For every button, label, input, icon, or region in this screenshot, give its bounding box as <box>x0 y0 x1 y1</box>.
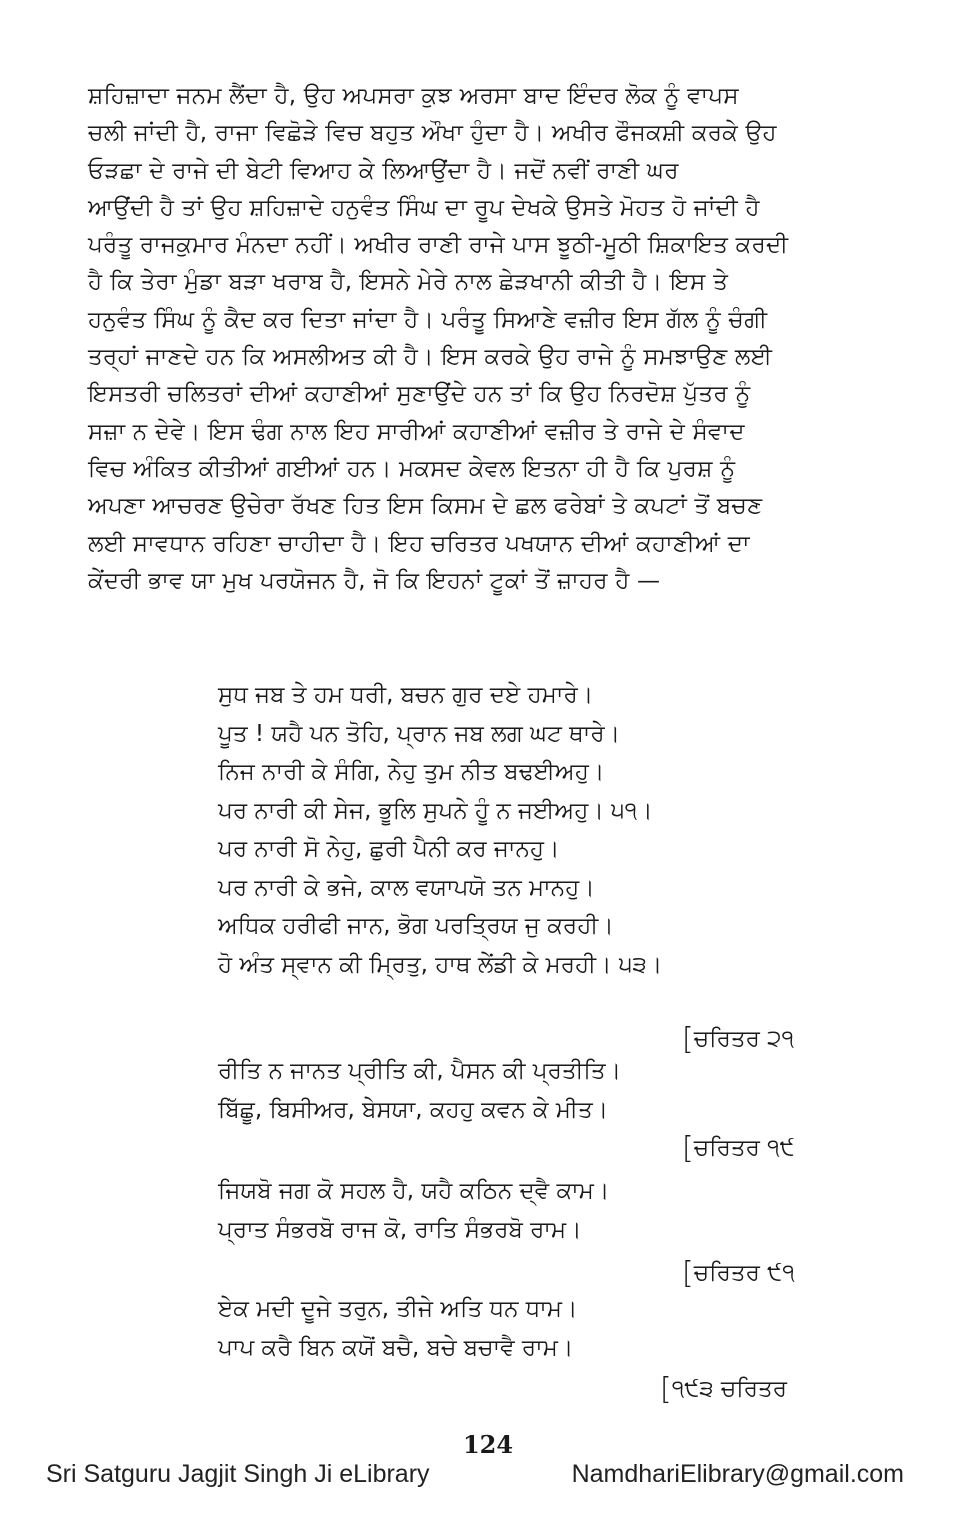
paragraph-line: ਸ਼ਹਿਜ਼ਾਦਾ ਜਨਮ ਲੈਂਦਾ ਹੈ, ਉਹ ਅਪਸਰਾ ਕੁਝ ਅਰਸਾ ਬਾਦ ਇੰਦਰ ਲੋਕ ਨੂੰ ਵਾਪਸ <box>88 83 739 109</box>
footer-email: NamdhariElibrary@gmail.com <box>571 1460 904 1488</box>
paragraph-line: ਇਸਤਰੀ ਚਲਿਤਰਾਂ ਦੀਆਂ ਕਹਾਣੀਆਂ ਸੁਣਾਉਂਦੇ ਹਨ ਤਾਂ ਕਿ ਉਹ ਨਿਰਦੋਸ਼ ਪੁੱਤਰ ਨੂੰ <box>88 381 751 408</box>
reference-charitar-21 <box>682 1024 794 1055</box>
verse-line: ਪਰ ਨਾਰੀ ਸੋ ਨੇਹੁ, ਛੁਰੀ ਪੈਨੀ ਕਰ ਜਾਨਹੁ। <box>218 836 560 862</box>
footer-library-name: Sri Satguru Jagjit Singh Ji eLibrary <box>46 1460 430 1488</box>
paragraph-line: ਓੜਛਾ ਦੇ ਰਾਜੇ ਦੀ ਬੇਟੀ ਵਿਆਹ ਕੇ ਲਿਆਉਂਦਾ ਹੈ। ਜਦੋਂ ਨਵੀਂ ਰਾਣੀ ਘਰ <box>88 157 679 184</box>
reference-charitar-19 <box>682 1133 795 1164</box>
paragraph-line: ਤਰ੍ਹਾਂ ਜਾਣਦੇ ਹਨ ਕਿ ਅਸਲੀਅਤ ਕੀ ਹੈ। ਇਸ ਕਰਕੇ ਉਹ ਰਾਜੇ ਨੂੰ ਸਮਝਾਉਣ ਲਈ <box>88 344 773 371</box>
bracket-glyph: [ <box>682 1022 694 1057</box>
paragraph-line: ਹਨੁਵੰਤ ਸਿੰਘ ਨੂੰ ਕੈਦ ਕਰ ਦਿਤਾ ਜਾਂਦਾ ਹੈ। ਪਰੰਤੂ ਸਿਆਣੇ ਵਜ਼ੀਰ ਇਸ ਗੱਲ ਨੂੰ ਚੰਗੀ <box>88 306 768 333</box>
paragraph-line: ਅਪਣਾ ਆਚਰਣ ਉਚੇਰਾ ਰੱਖਣ ਹਿਤ ਇਸ ਕਿਸਮ ਦੇ ਛਲ ਫਰੇਬਾਂ ਤੇ ਕਪਟਾਂ ਤੋਂ ਬਚਣ <box>88 493 763 520</box>
reference-charitar-193 <box>660 1374 787 1405</box>
intro-paragraph <box>88 78 918 600</box>
reference-label: ਚਰਿਤਰ ੯੧ <box>693 1260 795 1286</box>
paragraph-line: ਹੈ ਕਿ ਤੇਰਾ ਮੁੰਡਾ ਬੜਾ ਖਰਾਬ ਹੈ, ਇਸਨੇ ਮੇਰੇ ਨਾਲ ਛੇੜਖਾਨੀ ਕੀਤੀ ਹੈ। ਇਸ ਤੇ <box>88 269 728 296</box>
verse-block-charitar-19 <box>218 1052 818 1129</box>
verse-line: ਪ੍ਰਾਤ ਸੰਭਰਬੋ ਰਾਜ ਕੋ, ਰਾਤਿ ਸੰਭਰਬੋ ਰਾਮ। <box>218 1216 582 1243</box>
paragraph-line: ਚਲੀ ਜਾਂਦੀ ਹੈ, ਰਾਜਾ ਵਿਛੋੜੇ ਵਿਚ ਬਹੁਤ ਔਖਾ ਹੁੰਦਾ ਹੈ। ਅਖੀਰ ਫੌਜਕਸ਼ੀ ਕਰਕੇ ਉਹ <box>88 120 777 147</box>
verse-block-charitar-193 <box>218 1290 818 1367</box>
paragraph-line: ਵਿਚ ਅੰਕਿਤ ਕੀਤੀਆਂ ਗਈਆਂ ਹਨ। ਮਕਸਦ ਕੇਵਲ ਇਤਨਾ ਹੀ ਹੈ ਕਿ ਪੁਰਸ਼ ਨੂੰ <box>88 455 736 482</box>
verse-line: ਨਿਜ ਨਾਰੀ ਕੇ ਸੰਗਿ, ਨੇਹੁ ਤੁਮ ਨੀਤ ਬਢਈਅਹੁ। <box>218 759 605 785</box>
paragraph-line: ਆਉਂਦੀ ਹੈ ਤਾਂ ਉਹ ਸ਼ਹਿਜ਼ਾਦੇ ਹਨੁਵੰਤ ਸਿੰਘ ਦਾ ਰੂਪ ਦੇਖਕੇ ਉਸਤੇ ਮੋਹਤ ਹੋ ਜਾਂਦੀ ਹੈ <box>88 194 760 221</box>
bracket-glyph: [ <box>660 1372 672 1407</box>
verse-block-charitar-21 <box>218 676 818 984</box>
verse-line: ਅਧਿਕ ਹਰੀਫੀ ਜਾਨ, ਭੋਗ ਪਰਤ੍ਰਿਯ ਜੁ ਕਰਹੀ। <box>218 913 614 939</box>
verse-line: ਪਰ ਨਾਰੀ ਕੇ ਭਜੇ, ਕਾਲ ਵਯਾਪਯੋ ਤਨ ਮਾਨਹੁ। <box>218 874 595 901</box>
verse-line: ਪੂਤ ! ਯਹੈ ਪਨ ਤੋਹਿ, ਪ੍ਰਾਨ ਜਬ ਲਗ ਘਟ ਥਾਰੇ। <box>218 720 621 747</box>
reference-label: ਚਰਿਤਰ ੨੧ <box>693 1026 794 1052</box>
verse-line: ਬਿੱਛੂ, ਬਿਸੀਅਰ, ਬੇਸਯਾ, ਕਹਹੁ ਕਵਨ ਕੇ ਮੀਤ। <box>218 1096 609 1123</box>
reference-label: ੧੯੩ ਚਰਿਤਰ <box>671 1376 788 1402</box>
bracket-glyph: [ <box>682 1131 694 1166</box>
verse-block-charitar-91 <box>218 1172 818 1249</box>
verse-line: ਏਕ ਮਦੀ ਦੂਜੇ ਤਰੁਨ, ਤੀਜੇ ਅਤਿ ਧਨ ਧਾਮ। <box>218 1296 578 1322</box>
verse-line: ਸੁਧ ਜਬ ਤੇ ਹਮ ਧਰੀ, ਬਚਨ ਗੁਰ ਦਏ ਹਮਾਰੇ। <box>218 682 594 708</box>
paragraph-line: ਕੇਂਦਰੀ ਭਾਵ ਯਾ ਮੁਖ ਪਰਯੋਜਨ ਹੈ, ਜੋ ਕਿ ਇਹਨਾਂ ਟੂਕਾਂ ਤੋਂ ਜ਼ਾਹਰ ਹੈ — <box>88 567 661 594</box>
paragraph-line: ਲਈ ਸਾਵਧਾਨ ਰਹਿਣਾ ਚਾਹੀਦਾ ਹੈ। ਇਹ ਚਰਿਤਰ ਪਖਯਾਨ ਦੀਆਂ ਕਹਾਣੀਆਂ ਦਾ <box>88 530 750 557</box>
verse-line: ਪਾਪ ਕਰੈ ਬਿਨ ਕਯੋਂ ਬਚੈ, ਬਚੇ ਬਚਾਵੈ ਰਾਮ। <box>218 1334 574 1361</box>
verse-line: ਰੀਤਿ ਨ ਜਾਨਤ ਪ੍ਰੀਤਿ ਕੀ, ਪੈਸਨ ਕੀ ਪ੍ਰਤੀਤਿ। <box>218 1058 622 1084</box>
verse-line: ਪਰ ਨਾਰੀ ਕੀ ਸੇਜ, ਭੂਲਿ ਸੁਪਨੇ ਹੂੰ ਨ ਜਈਅਹੁ। ੫੧। <box>218 797 653 824</box>
reference-label: ਚਰਿਤਰ ੧੯ <box>693 1135 795 1161</box>
bracket-glyph: [ <box>682 1256 694 1291</box>
paragraph-line: ਸਜ਼ਾ ਨ ਦੇਵੇ। ਇਸ ਢੰਗ ਨਾਲ ਇਹ ਸਾਰੀਆਂ ਕਹਾਣੀਆਂ ਵਜ਼ੀਰ ਤੇ ਰਾਜੇ ਦੇ ਸੰਵਾਦ <box>88 418 745 445</box>
paragraph-line: ਪਰੰਤੂ ਰਾਜਕੁਮਾਰ ਮੰਨਦਾ ਨਹੀਂ। ਅਖੀਰ ਰਾਣੀ ਰਾਜੇ ਪਾਸ ਝੂਠੀ-ਮੂਠੀ ਸ਼ਿਕਾਇਤ ਕਰਦੀ <box>88 232 789 259</box>
page-number: 124 <box>462 1430 514 1459</box>
verse-line: ਹੋ ਅੰਤ ਸ੍ਵਾਨ ਕੀ ਮ੍ਰਿਤੁ, ਹਾਥ ਲੇਂਡੀ ਕੇ ਮਰਹੀ। ੫੩। <box>218 951 663 978</box>
verse-line: ਜਿਯਬੋ ਜਗ ਕੋ ਸਹਲ ਹੈ, ਯਹੈ ਕਠਿਨ ਦ੍ਵੈ ਕਾਮ। <box>218 1178 610 1204</box>
reference-charitar-91 <box>682 1258 795 1289</box>
